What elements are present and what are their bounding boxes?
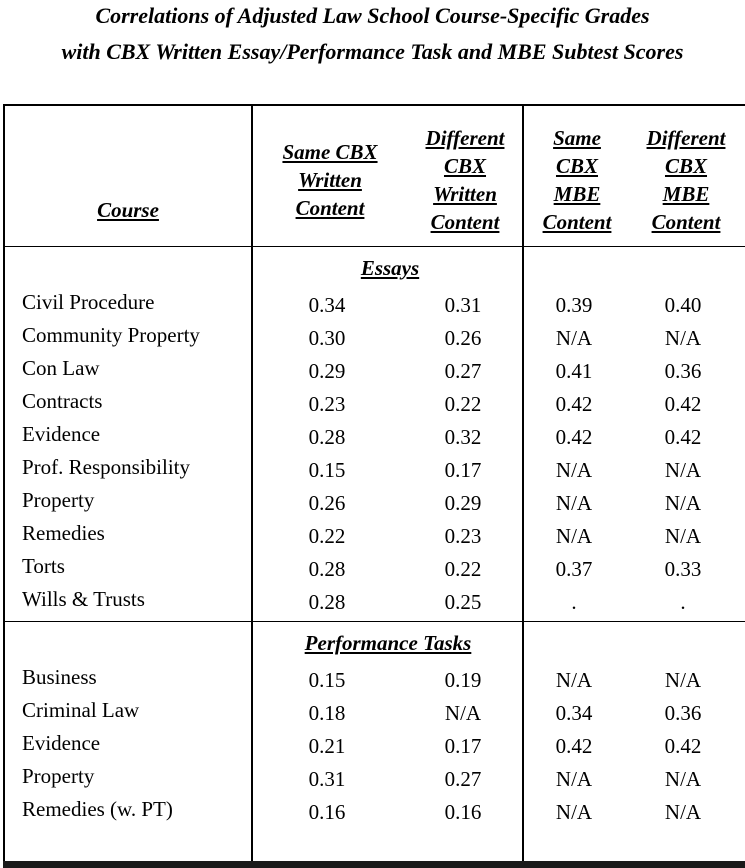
correlation-value: N/A	[664, 800, 702, 824]
table-row	[0, 488, 745, 521]
correlation-value: N/A	[555, 491, 593, 515]
table-row	[0, 587, 745, 620]
correlation-value: 0.18	[308, 701, 346, 725]
header-diff-written-line: Different	[425, 126, 505, 150]
correlation-value: 0.42	[664, 425, 702, 449]
correlation-value: N/A	[444, 701, 482, 725]
header-diff-written-line: Content	[430, 210, 500, 234]
correlation-value: N/A	[664, 491, 702, 515]
course-name: Prof. Responsibility	[22, 455, 191, 479]
correlation-value: 0.16	[308, 800, 346, 824]
course-name: Torts	[22, 554, 65, 578]
section-performance-label: Performance Tasks	[304, 631, 472, 655]
course-name: Wills & Trusts	[22, 587, 145, 611]
header-diff-mbe-line: MBE	[662, 182, 710, 206]
correlation-value: 0.28	[308, 590, 346, 614]
correlation-value: 0.36	[664, 359, 702, 383]
header-same-written-line: Content	[295, 196, 365, 220]
correlation-value: 0.27	[444, 359, 482, 383]
correlation-value: 0.26	[308, 491, 346, 515]
correlation-value: 0.40	[664, 293, 702, 317]
correlation-value: 0.32	[444, 425, 482, 449]
correlation-value: 0.37	[555, 557, 593, 581]
table-row	[0, 764, 745, 797]
header-same-written-line: Written	[298, 168, 362, 192]
header-same-mbe-line: MBE	[553, 182, 601, 206]
correlation-value: N/A	[555, 524, 593, 548]
correlation-value: 0.42	[555, 734, 593, 758]
correlation-value: 0.30	[308, 326, 346, 350]
correlation-value: 0.22	[444, 557, 482, 581]
correlation-value: .	[571, 590, 577, 614]
course-name: Con Law	[22, 356, 100, 380]
header-same-written-line: Same CBX	[282, 140, 378, 164]
header-same-written	[265, 138, 395, 222]
course-name: Contracts	[22, 389, 103, 413]
course-name: Property	[22, 488, 95, 512]
correlation-value: 0.36	[664, 701, 702, 725]
correlation-value: N/A	[664, 668, 702, 692]
table-row	[0, 356, 745, 389]
correlation-value: 0.29	[444, 491, 482, 515]
header-diff-mbe-line: Different	[646, 126, 726, 150]
correlation-value: N/A	[555, 800, 593, 824]
correlation-value: 0.31	[444, 293, 482, 317]
table-row	[0, 290, 745, 323]
header-course: Course	[97, 198, 159, 222]
correlation-value: 0.22	[444, 392, 482, 416]
course-name: Business	[22, 665, 97, 689]
correlation-value: N/A	[664, 326, 702, 350]
correlation-value: 0.28	[308, 557, 346, 581]
correlation-value: 0.23	[308, 392, 346, 416]
correlation-value: 0.29	[308, 359, 346, 383]
correlation-value: N/A	[664, 767, 702, 791]
course-name: Community Property	[22, 323, 200, 347]
header-rule	[5, 246, 745, 247]
correlation-value: 0.41	[555, 359, 593, 383]
correlation-value: 0.16	[444, 800, 482, 824]
header-same-mbe-line: CBX	[555, 154, 599, 178]
correlation-value: 0.34	[555, 701, 593, 725]
correlation-value: 0.15	[308, 668, 346, 692]
correlation-value: N/A	[664, 458, 702, 482]
correlation-value: 0.34	[308, 293, 346, 317]
course-name: Property	[22, 764, 95, 788]
table-row	[0, 554, 745, 587]
table-row	[0, 665, 745, 698]
correlation-value: 0.25	[444, 590, 482, 614]
correlation-value: 0.15	[308, 458, 346, 482]
correlation-value: 0.17	[444, 734, 482, 758]
table-row	[0, 731, 745, 764]
bottom-border	[3, 861, 745, 868]
course-name: Evidence	[22, 422, 101, 446]
table-row	[0, 422, 745, 455]
correlation-value: 0.23	[444, 524, 482, 548]
header-diff-written-line: CBX	[443, 154, 487, 178]
header-diff-mbe-line: Content	[651, 210, 721, 234]
table-row	[0, 455, 745, 488]
correlation-value: 0.42	[664, 734, 702, 758]
course-name: Civil Procedure	[22, 290, 155, 314]
correlation-value: 0.39	[555, 293, 593, 317]
correlation-value: 0.19	[444, 668, 482, 692]
correlation-value: N/A	[555, 668, 593, 692]
table-row	[0, 323, 745, 356]
correlation-value: 0.42	[555, 425, 593, 449]
table-row	[0, 389, 745, 422]
title-line-2: with CBX Written Essay/Performance Task and MBE Subtest Scores	[61, 39, 684, 64]
section-rule	[5, 621, 745, 622]
correlation-value: 0.17	[444, 458, 482, 482]
correlation-value: 0.33	[664, 557, 702, 581]
course-name: Remedies (w. PT)	[22, 797, 173, 821]
header-same-mbe	[531, 124, 623, 236]
correlation-value: N/A	[555, 326, 593, 350]
table-row	[0, 521, 745, 554]
correlation-value: 0.28	[308, 425, 346, 449]
correlation-value: N/A	[555, 458, 593, 482]
correlation-value: N/A	[555, 767, 593, 791]
table-row	[0, 797, 745, 830]
correlation-value: .	[680, 590, 686, 614]
correlation-value: 0.31	[308, 767, 346, 791]
table-row	[0, 698, 745, 731]
title-line-1: Correlations of Adjusted Law School Course-Specific Grades	[95, 3, 650, 28]
section-essays-label: Essays	[360, 256, 420, 280]
course-name: Evidence	[22, 731, 101, 755]
course-name: Remedies	[22, 521, 105, 545]
header-diff-mbe-line: CBX	[664, 154, 708, 178]
correlation-value: 0.26	[444, 326, 482, 350]
correlation-value: 0.21	[308, 734, 346, 758]
correlation-value: 0.42	[555, 392, 593, 416]
header-diff-mbe	[633, 124, 739, 236]
course-name: Criminal Law	[22, 698, 140, 722]
correlation-value: 0.22	[308, 524, 346, 548]
correlation-value: N/A	[664, 524, 702, 548]
header-diff-written	[410, 124, 520, 236]
correlation-value: 0.42	[664, 392, 702, 416]
header-diff-written-line: Written	[433, 182, 497, 206]
correlation-value: 0.27	[444, 767, 482, 791]
header-same-mbe-line: Content	[542, 210, 612, 234]
header-same-mbe-line: Same	[553, 126, 601, 150]
